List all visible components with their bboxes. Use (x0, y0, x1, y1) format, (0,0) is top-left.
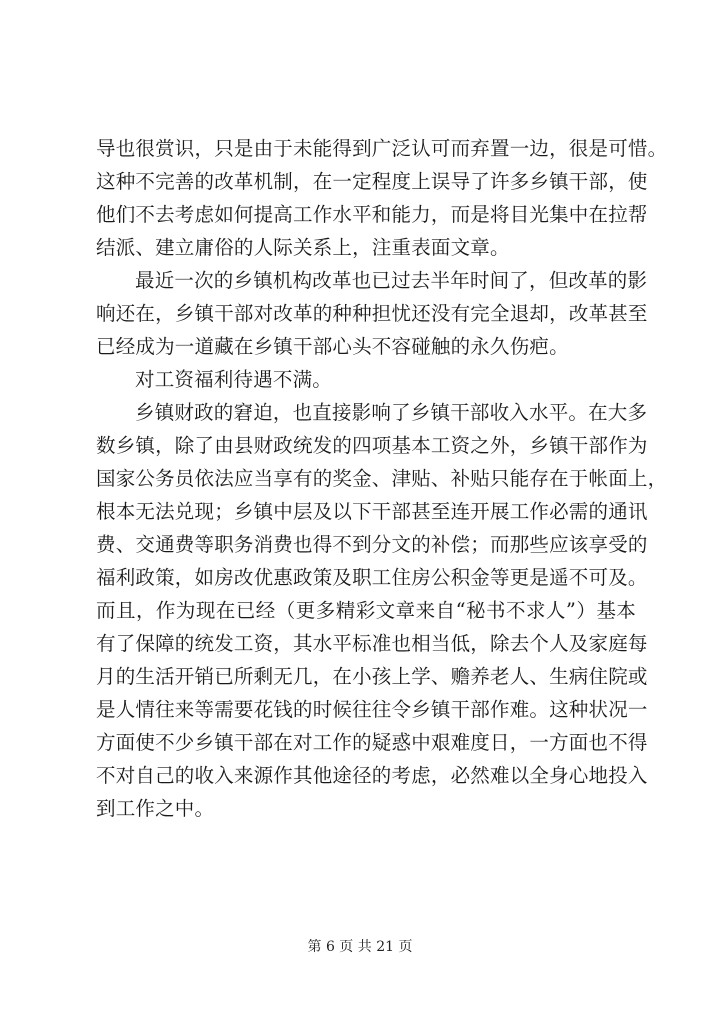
text-line: 到工作之中。 (96, 797, 215, 820)
text-line: 月的生活开销已所剩无几，在小孩上学、赡养老人、生病住院或 (96, 665, 648, 688)
text-line: 方面使不少乡镇干部在对工作的疑惑中艰难度日，一方面也不得 (96, 731, 648, 754)
text-line: 他们不去考虑如何提高工作水平和能力，而是将目光集中在拉帮 (96, 203, 648, 226)
text-line: 有了保障的统发工资，其水平标准也相当低，除去个人及家庭每 (96, 632, 648, 655)
text-line: 这种不完善的改革机制，在一定程度上误导了许多乡镇干部，使 (96, 170, 648, 193)
text-line: 国家公务员依法应当享有的奖金、津贴、补贴只能存在于帐面上， (96, 467, 668, 490)
text-line: 福利政策，如房改优惠政策及职工住房公积金等更是遥不可及。 (96, 566, 648, 589)
text-line: 数乡镇，除了由县财政统发的四项基本工资之外，乡镇干部作为 (96, 434, 648, 457)
section-heading: 对工资福利待遇不满。 (135, 368, 333, 391)
text-line: 根本无法兑现；乡镇中层及以下干部甚至连开展工作必需的通讯 (96, 500, 648, 523)
text-line: 结派、建立庸俗的人际关系上，注重表面文章。 (96, 236, 510, 259)
text-line: 而且，作为现在已经（更多精彩文章来自“秘书不求人”）基本 (96, 599, 636, 622)
text-line: 是人情往来等需要花钱的时候往往令乡镇干部作难。这种状况一 (96, 698, 648, 721)
text-line: 导也很赏识，只是由于未能得到广泛认可而弃置一边，很是可惜。 (96, 137, 668, 160)
text-line: 乡镇财政的窘迫，也直接影响了乡镇干部收入水平。在大多 (135, 401, 648, 424)
text-line: 响还在，乡镇干部对改革的种种担忧还没有完全退却，改革甚至 (96, 302, 648, 325)
text-line: 不对自己的收入来源作其他途径的考虑，必然难以全身心地投入 (96, 764, 648, 787)
body-text (96, 132, 668, 825)
text-line: 已经成为一道藏在乡镇干部心头不容碰触的永久伤疤。 (96, 335, 569, 358)
text-line: 费、交通费等职务消费也得不到分文的补偿；而那些应该享受的 (96, 533, 648, 556)
page-number-footer: 第 6 页 共 21 页 (307, 939, 413, 955)
text-line: 最近一次的乡镇机构改革也已过去半年时间了，但改革的影 (135, 269, 648, 292)
